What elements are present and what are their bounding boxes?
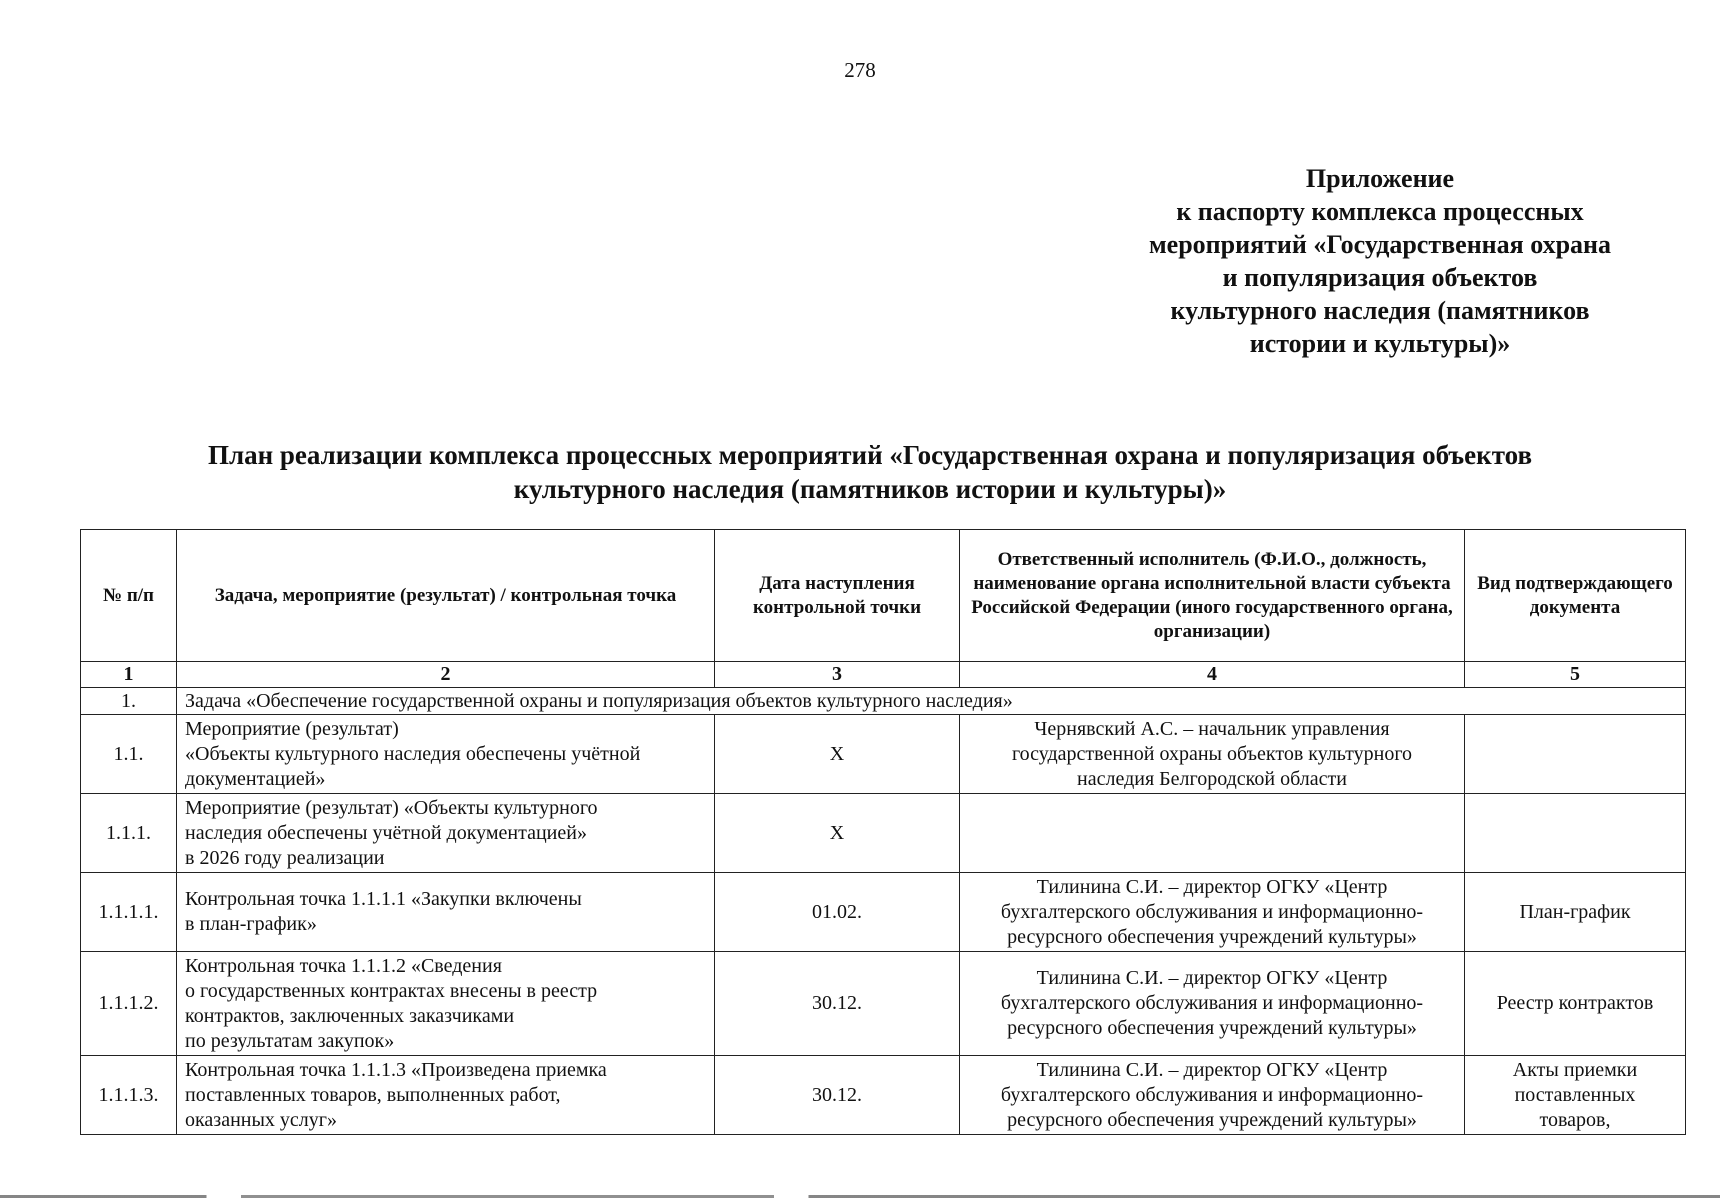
task-line: о государственных контрактах внесены в реестр [185,979,598,1002]
title-line: культурного наследия (памятников истории и культуры)» [513,474,1227,504]
appendix-line: Приложение [1305,164,1455,193]
plan-table [80,529,1686,1135]
row-executor [960,715,1465,794]
executor-line: наследия Белгородской области [1077,767,1347,790]
row-date: 01.02. [715,873,960,952]
header-document: Вид подтверждающего документа [1465,530,1686,662]
row-executor [960,952,1465,1056]
task-line: документацией» [185,767,326,790]
scan-edge-line [0,1195,1720,1198]
row-number: 1.1.1.1. [81,873,177,952]
row-number: 1.1.1. [81,794,177,873]
executor-line: Тилинина С.И. – директор ОГКУ «Центр [1036,1058,1388,1081]
document-line: Акты приемки [1512,1058,1638,1081]
executor-line: Тилинина С.И. – директор ОГКУ «Центр [1036,967,1388,989]
executor-line: ресурсного обеспечения учреждений культуры» [1007,1108,1417,1131]
row-number: 1.1. [81,715,177,794]
header-date: Дата наступления контрольной точки [715,530,960,662]
appendix-heading [1100,162,1660,360]
task-line: Мероприятие (результат) [185,717,399,740]
column-number: 4 [960,662,1465,688]
task-line: наследия обеспечены учётной документацией» [185,821,587,844]
row-executor [960,873,1465,952]
row-document [1465,794,1686,873]
column-number: 5 [1465,662,1686,688]
row-task [177,1056,715,1135]
appendix-line: мероприятий «Государственная охрана [1148,230,1612,259]
row-number: 1. [81,688,177,715]
executor-line: ресурсного обеспечения учреждений культуры» [1007,925,1417,948]
appendix-line: к паспорту комплекса процессных [1176,197,1584,226]
executor-line: бухгалтерского обслуживания и информационно- [1000,1083,1424,1106]
document-title [80,438,1660,506]
row-date: X [715,794,960,873]
task-text: Задача «Обеспечение государственной охраны и популяризация объектов культурного наследия» [177,688,1686,715]
row-number: 1.1.1.2. [81,952,177,1056]
row-document [1465,873,1686,952]
title-line: План реализации комплекса процессных мероприятий «Государственная охрана и популяризация объектов [207,440,1533,470]
row-date: 30.12. [715,952,960,1056]
table-header-row [81,530,1686,662]
task-line: в 2026 году реализации [185,846,385,869]
document-line: План-график [1519,900,1631,923]
page-number: 278 [844,58,876,82]
column-number: 3 [715,662,960,688]
document-line: товаров, [1539,1108,1611,1131]
task-line: поставленных товаров, выполненных работ, [185,1083,561,1106]
document-line: поставленных [1514,1083,1636,1106]
task-line: «Объекты культурного наследия обеспечены учётной [185,742,641,765]
row-date: X [715,715,960,794]
column-number: 2 [177,662,715,688]
appendix-line: культурного наследия (памятников [1170,296,1590,325]
table-row [81,794,1686,873]
task-line: контрактов, заключенных заказчиками [185,1004,515,1027]
task-line: Контрольная точка 1.1.1.2 «Сведения [185,954,502,977]
row-task [177,715,715,794]
header-executor: Ответственный исполнитель (Ф.И.О., должность, наименование органа исполнительной власти субъекта Российской Федерации (иного государственного органа, организации) [960,530,1465,662]
table-row [81,952,1686,1056]
table-row [81,715,1686,794]
appendix-line: и популяризация объектов [1222,263,1538,292]
executor-line: Тилинина С.И. – директор ОГКУ «Центр [1036,875,1388,898]
column-number-row [81,662,1686,688]
executor-line: бухгалтерского обслуживания и информационно- [1000,992,1424,1014]
row-number: 1.1.1.3. [81,1056,177,1135]
row-task [177,794,715,873]
executor-line: Чернявский А.С. – начальник управления [1034,717,1390,740]
row-task [177,952,715,1056]
row-document [1465,952,1686,1056]
row-task [177,873,715,952]
row-document [1465,715,1686,794]
task-line: Контрольная точка 1.1.1.3 «Произведена приемка [185,1058,607,1081]
table-row [81,688,1686,715]
table-row [81,1056,1686,1135]
task-line: Контрольная точка 1.1.1.1 «Закупки включены [185,888,582,910]
executor-line: государственной охраны объектов культурного [1011,742,1413,765]
column-number: 1 [81,662,177,688]
document-line: Реестр контрактов [1496,992,1654,1014]
task-line: Мероприятие (результат) «Объекты культурного [185,796,598,819]
table-row [81,873,1686,952]
row-document [1465,1056,1686,1135]
appendix-line: истории и культуры)» [1249,329,1511,358]
executor-line: бухгалтерского обслуживания и информационно- [1000,900,1424,923]
task-line: по результатам закупок» [185,1029,395,1052]
header-number: № п/п [81,530,177,662]
row-executor [960,1056,1465,1135]
header-task: Задача, мероприятие (результат) / контрольная точка [177,530,715,662]
executor-line: ресурсного обеспечения учреждений культуры» [1007,1017,1417,1039]
row-date: 30.12. [715,1056,960,1135]
task-line: оказанных услуг» [185,1108,337,1131]
task-line: в план-график» [185,913,317,935]
row-executor [960,794,1465,873]
